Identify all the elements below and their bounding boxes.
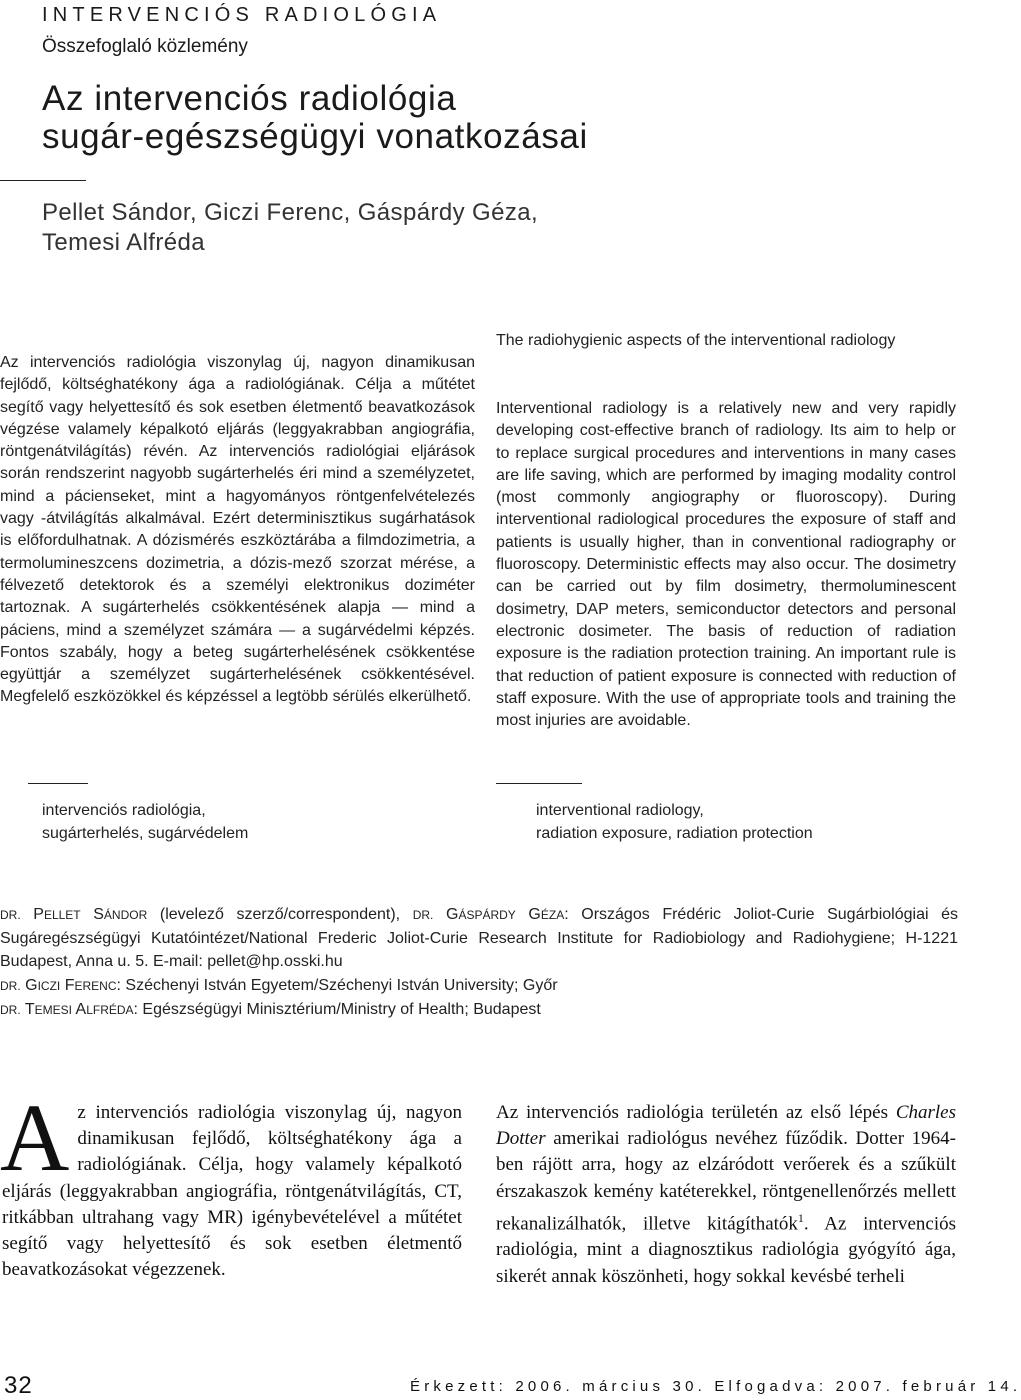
author-initial: A (75, 1000, 87, 1018)
author-initial: S (93, 906, 104, 923)
body-col1-text: z intervenciós radiológia viszonylag új, nagyon dinamikusan fejlődő, költséghatékony ága a radiológiának. Célja, hogy valamely képalkotó eljárás (leggyakrabban angiográfia, röntgenátvilágítás, CT, ritkábban ultrahang vagy MR) igénybevételével a műtétet segítő vagy helyettesítő és sok esetben életmentő beavatkozásokat végezzenek. (2, 1102, 462, 1281)
authors-line-2: Temesi Alfréda (42, 229, 206, 256)
author-initial: T (24, 1000, 35, 1018)
abstract-english-title: The radiohygienic aspects of the interventional radiology (496, 332, 896, 349)
drop-cap: A (0, 1084, 70, 1191)
title-dr: DR. (412, 908, 434, 922)
keywords-hungarian (42, 799, 248, 845)
author-initial: P (33, 906, 44, 923)
keywords-hu-line-2: sugárterhelés, sugárvédelem (42, 825, 249, 842)
keywords-en-line-1: interventional radiology, (536, 802, 704, 819)
affiliation-4 (0, 998, 958, 1022)
author-given-rest: ERENC (74, 978, 117, 993)
body-col2-text-b: amerikai radiológus nevéhez fűződik. Dotter 1964-ben rájött arra, hogy az elzáródott verőerek és a szűkült érszakaszok kemény katéterekkel, röntgenellenőrzés mellett rekanalizálhatók, illetve kitágíthatók (496, 1128, 956, 1235)
page-number: 32 (4, 1372, 33, 1399)
affiliation-1-2 (0, 903, 958, 974)
reference-marker: 1 (797, 1210, 804, 1225)
affiliation-text: : Országos Frédéric Joliot-Curie Sugárbiológiai és Sugáregészségügyi Kutatóintézet/National Frederic Joliot-Curie Research Institute for Radiobiology and Radiohygiene; H-1221 Budapest, Anna u. 5. E-mail: pellet@hp.osski.hu (0, 906, 959, 971)
author-list (42, 198, 538, 258)
author-initial: G (446, 906, 459, 923)
author-surname-rest: ICZI (37, 978, 61, 993)
keywords-english (536, 799, 813, 845)
author-surname-rest: ELLET (43, 908, 81, 922)
author-surname-rest: EMESI (34, 1002, 72, 1017)
author-initial: F (64, 976, 75, 994)
body-col2-text-a: Az intervenciós radiológia területén az első lépés (496, 1102, 896, 1123)
author-given-rest: ÁNDOR (103, 908, 148, 922)
keywords-rule-en (496, 783, 582, 784)
person-name: Charles Dotter (496, 1102, 956, 1150)
article-title (42, 80, 588, 156)
affiliation-text: : Széchenyi István Egyetem/Széchenyi István University; Győr (116, 976, 558, 994)
title-line-1: Az intervenciós radiológia (42, 79, 457, 118)
article-type: Összefoglaló közlemény (42, 36, 248, 57)
affiliations (0, 903, 958, 1022)
author-surname-rest: ÁSPÁRDY (458, 908, 516, 922)
affiliation-3 (0, 974, 958, 998)
submission-dates: Érkezett: 2006. március 30. Elfogadva: 2007. február 14. (410, 1378, 1021, 1395)
body-column-2 (496, 1100, 956, 1290)
body-col2-text-c: . Az intervenciós radiológia, mint a diagnosztikus radiológia gyógyító ága, sikerét annak köszönheti, hogy sokkal kevésbé terheli (496, 1213, 956, 1287)
abstract-hungarian: Az intervenciós radiológia viszonylag új, nagyon dinamikusan fejlődő, költséghatékony ága a radiológiának. Célja a műtétet segítő vagy helyettesítő és sok esetben életmentő beavatkozások végzése valamely képalkotó eljárás (leggyakrabban angiográfia, röntgenátvilágítás) révén. Az intervenciós radiológiai eljárások során rendszerint nagyobb sugárterhelés éri mind a személyzetet, mind a pácienseket, mint a hagyományos röntgenfelvételezés vagy -átvilágítás alkalmával. Ezért determinisztikus sugárhatások is előfordulhatnak. A dózismérés eszköztárába a filmdozimetria, a termolumineszcens dozimetria, a dózis-mező szorzat mérése, a félvezető detektorok és a személyi elektronikus doziméter tartoznak. A sugárterhelés csökkentésének alapja — mind a páciens, mind a személyzet számára — a sugárvédelmi képzés. Fontos szabály, hogy a beteg sugárterhelésének csökkentése együttjár a személyzet sugárterhelésének csökkentésével. Megfelelő eszközökkel és képzéssel a legtöbb sérülés elkerülhető. (0, 354, 475, 706)
keywords-en-line-2: radiation exposure, radiation protection (536, 825, 813, 842)
abstract-english: Interventional radiology is a relatively new and very rapidly developing cost-effective branch of radiology. Its aim to help or to replace surgical procedures and interventions in many cases are life saving, which are performed by imaging modality control (most commonly angiography or fluoroscopy). During interventional radiological procedures the exposure of staff and patients is usually higher, than in conventional radiography or fluoroscopy. Deterministic effects may also occur. The dosimetry can be carried out by film dosimetry, thermoluminescent dosimetry, DAP meters, semiconductor detectors and personal electronic dosimeter. The basis of reduction of radiation exposure is the radiation protection training. An important rule is that reduction of patient exposure is connected with reduction of staff exposure. With the use of appropriate tools and training the most injuries are avoidable. (496, 400, 956, 730)
title-dr: DR. (0, 1002, 21, 1017)
section-kicker: INTERVENCIÓS RADIOLÓGIA (42, 4, 442, 26)
title-rule (0, 180, 86, 181)
author-initial: G (25, 976, 38, 994)
author-role: (levelező szerző/correspondent), (147, 906, 413, 923)
author-given-rest: ÉZA (540, 908, 565, 922)
body-column-1 (0, 1084, 462, 1283)
affiliation-text: : Egészségügyi Minisztérium/Ministry of Health; Budapest (133, 1000, 541, 1018)
keywords-hu-line-1: intervenciós radiológia, (42, 802, 206, 819)
title-dr: DR. (0, 978, 21, 993)
title-line-2: sugár-egészségügyi vonatkozásai (42, 117, 588, 156)
author-given-rest: LFRÉDA (86, 1002, 134, 1017)
authors-line-1: Pellet Sándor, Giczi Ferenc, Gáspárdy Géza, (42, 199, 539, 226)
author-initial: G (528, 906, 541, 923)
keywords-rule-hu (28, 783, 88, 784)
title-dr: DR. (0, 908, 21, 922)
